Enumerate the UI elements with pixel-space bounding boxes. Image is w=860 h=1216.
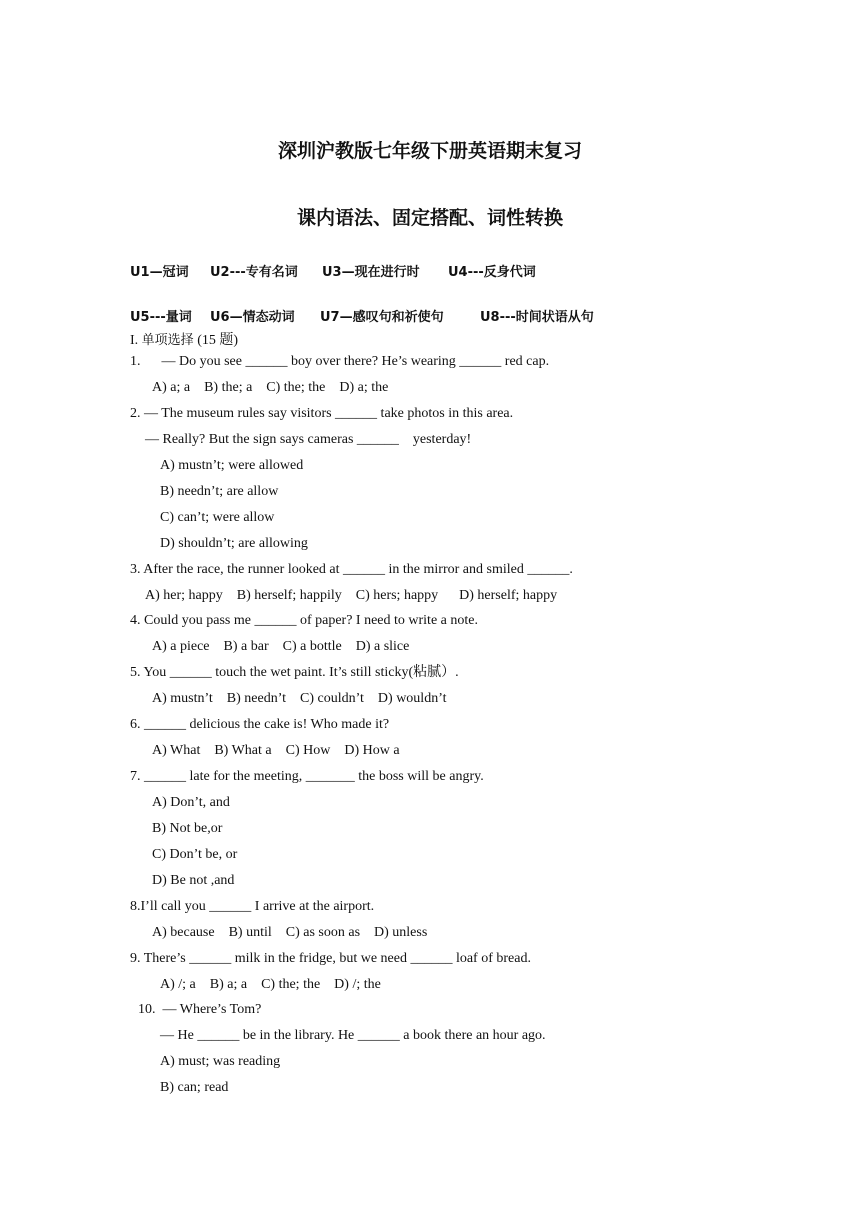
unit-label: U6—情态动词 <box>210 310 295 325</box>
unit-label: U8---时间状语从句 <box>480 310 594 325</box>
question-line: A) mustn’t B) needn’t C) couldn’t D) wouldn’t <box>152 691 447 706</box>
page-title: 深圳沪教版七年级下册英语期末复习 <box>277 140 582 162</box>
question-line: 10. — Where’s Tom? <box>138 1002 262 1017</box>
question-line: — He ______ be in the library. He ______ a book there an hour ago. <box>160 1028 546 1043</box>
section-count: (15 题) <box>197 333 239 348</box>
section-heading <box>130 329 238 349</box>
page-subtitle: 课内语法、固定搭配、词性转换 <box>296 207 563 229</box>
unit-label: U5---量词 <box>130 310 192 325</box>
question-line: A) a; a B) the; a C) the; the D) a; the <box>152 380 389 395</box>
question-line: 2. — The museum rules say visitors ______ take photos in this area. <box>130 406 514 421</box>
question-line: 6. ______ delicious the cake is! Who made it? <box>130 717 390 732</box>
question-line: A) mustn’t; were allowed <box>160 458 304 473</box>
unit-label: U3—现在进行时 <box>322 265 420 280</box>
question-line: — Really? But the sign says cameras ______ yesterday! <box>145 432 472 447</box>
question-line: 3. After the race, the runner looked at ______ in the mirror and smiled ______. <box>130 562 573 577</box>
question-line: C) Don’t be, or <box>152 847 238 862</box>
question-line: A) her; happy B) herself; happily C) hers; happy D) herself; happy <box>145 588 558 603</box>
question-line: 9. There’s ______ milk in the fridge, but we need ______ loaf of bread. <box>130 951 531 966</box>
section-label: 单项选择 <box>141 333 194 348</box>
question-line: A) must; was reading <box>160 1054 281 1069</box>
question-line: B) needn’t; are allow <box>160 484 279 499</box>
unit-label: U1—冠词 <box>130 265 189 280</box>
question-line: 5. You ______ touch the wet paint. It’s still sticky(粘腻）. <box>130 665 459 680</box>
question-line: A) /; a B) a; a C) the; the D) /; the <box>160 977 381 992</box>
question-line: B) Not be,or <box>152 821 223 836</box>
question-line: A) because B) until C) as soon as D) unless <box>152 925 428 940</box>
question-line: B) can; read <box>160 1080 229 1095</box>
question-line: A) a piece B) a bar C) a bottle D) a slice <box>152 639 410 654</box>
question-line: 4. Could you pass me ______ of paper? I need to write a note. <box>130 613 478 628</box>
question-line: 7. ______ late for the meeting, _______ the boss will be angry. <box>130 769 484 784</box>
question-line: 1. — Do you see ______ boy over there? He’s wearing ______ red cap. <box>130 354 550 369</box>
question-line: A) Don’t, and <box>152 795 230 810</box>
question-line: D) shouldn’t; are allowing <box>160 536 308 551</box>
units-row-2 <box>130 306 594 325</box>
unit-label: U2---专有名词 <box>210 265 298 280</box>
question-line: D) Be not ,and <box>152 873 235 888</box>
unit-label: U4---反身代词 <box>448 265 536 280</box>
unit-label: U7—感叹句和祈使句 <box>320 310 444 325</box>
question-line: A) What B) What a C) How D) How a <box>152 743 400 758</box>
section-numeral: I. <box>130 333 139 348</box>
units-row-1 <box>130 261 536 280</box>
question-line: 8.I’ll call you ______ I arrive at the airport. <box>130 899 375 914</box>
question-line: C) can’t; were allow <box>160 510 275 525</box>
